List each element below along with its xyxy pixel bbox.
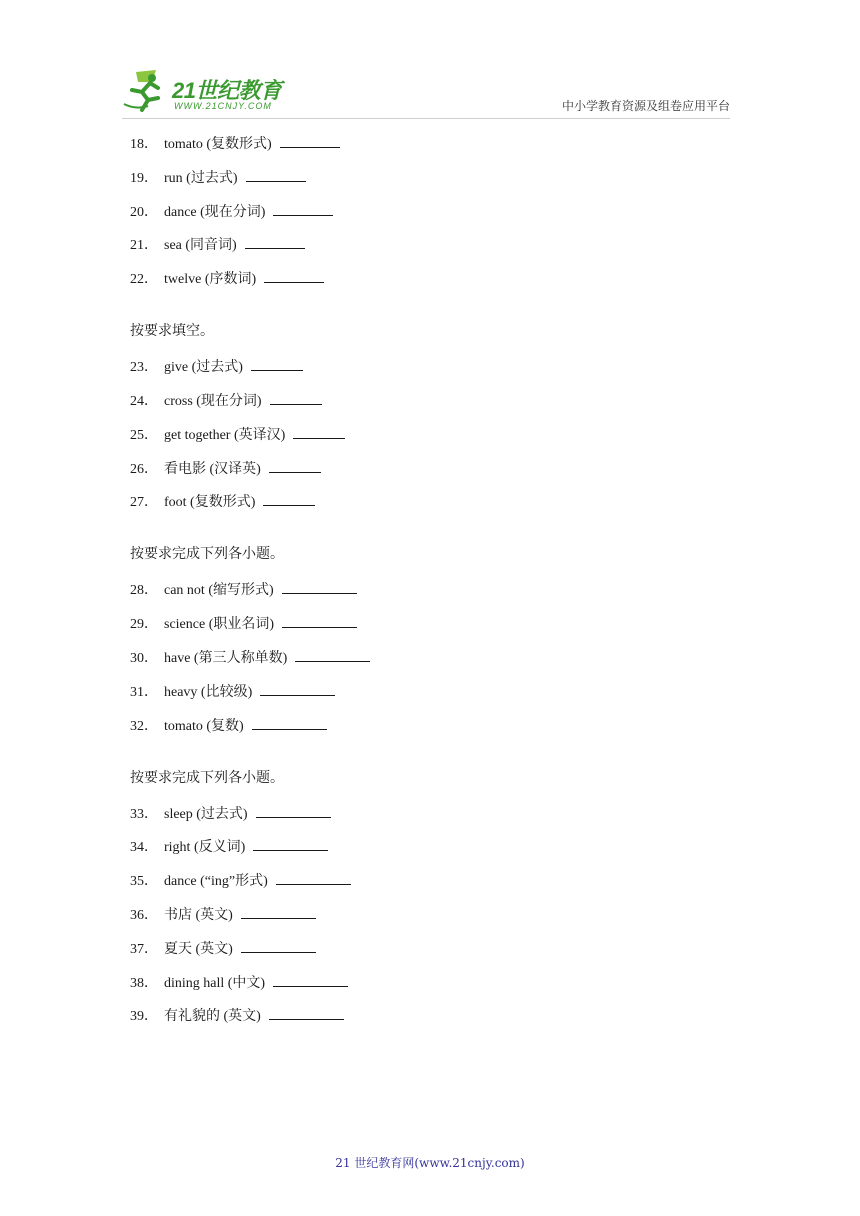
question-item xyxy=(130,356,730,376)
question-number: 25． xyxy=(130,427,158,443)
answer-blank[interactable] xyxy=(282,579,357,594)
exercise-section-1 xyxy=(130,133,730,288)
question-text: sleep (过去式) xyxy=(164,806,248,822)
question-text: foot (复数形式) xyxy=(164,495,256,511)
question-item xyxy=(130,390,730,410)
answer-blank[interactable] xyxy=(251,356,303,371)
question-text: 夏天 (英文) xyxy=(164,941,233,957)
exercise-section-4 xyxy=(130,769,730,1026)
answer-blank[interactable] xyxy=(241,904,316,919)
question-number: 19． xyxy=(130,170,158,186)
question-number: 21． xyxy=(130,238,158,254)
answer-blank[interactable] xyxy=(295,647,370,662)
question-item xyxy=(130,870,730,890)
answer-blank[interactable] xyxy=(269,1005,344,1020)
question-text: 书店 (英文) xyxy=(164,907,233,923)
question-item xyxy=(130,458,730,478)
question-item xyxy=(130,424,730,444)
running-figure-logo-icon xyxy=(122,70,174,114)
question-text: give (过去式) xyxy=(164,360,243,376)
question-text: sea (同音词) xyxy=(164,238,237,254)
question-number: 29． xyxy=(130,617,158,633)
answer-blank[interactable] xyxy=(264,268,324,283)
answer-blank[interactable] xyxy=(269,458,321,473)
question-text: can not (缩写形式) xyxy=(164,583,274,599)
question-number: 18． xyxy=(130,137,158,152)
question-number: 33． xyxy=(130,806,158,822)
question-item xyxy=(130,681,730,701)
question-text: dining hall (中文) xyxy=(164,975,266,991)
question-item xyxy=(130,1005,730,1025)
answer-blank[interactable] xyxy=(252,715,327,730)
answer-blank[interactable] xyxy=(241,938,316,953)
page-header xyxy=(0,0,860,125)
answer-blank[interactable] xyxy=(256,803,331,818)
question-text: right (反义词) xyxy=(164,840,246,856)
question-number: 34． xyxy=(130,840,158,856)
section-instruction: 按要求填空。 xyxy=(130,324,214,340)
question-number: 39． xyxy=(130,1009,158,1025)
question-item xyxy=(130,613,730,633)
question-text: 有礼貌的 (英文) xyxy=(164,1009,261,1025)
exercise-section-3 xyxy=(130,545,730,734)
question-item xyxy=(130,647,730,667)
question-item xyxy=(130,904,730,924)
answer-blank[interactable] xyxy=(280,133,340,148)
question-number: 22． xyxy=(130,272,158,288)
question-number: 36． xyxy=(130,907,158,923)
exercise-section-2 xyxy=(130,322,730,511)
question-text: science (职业名词) xyxy=(164,617,275,633)
answer-blank[interactable] xyxy=(273,201,333,216)
question-number: 27． xyxy=(130,495,158,511)
question-text: cross (现在分词) xyxy=(164,393,262,409)
header-divider xyxy=(122,118,730,119)
section-instruction: 按要求完成下列各小题。 xyxy=(130,547,284,563)
question-item xyxy=(130,268,730,288)
question-item xyxy=(130,491,730,511)
question-number: 23． xyxy=(130,360,158,376)
question-text: have (第三人称单数) xyxy=(164,650,288,666)
answer-blank[interactable] xyxy=(282,613,357,628)
question-item xyxy=(130,938,730,958)
question-item xyxy=(130,972,730,992)
question-number: 38． xyxy=(130,975,158,991)
question-item xyxy=(130,201,730,221)
answer-blank[interactable] xyxy=(293,424,345,439)
question-item xyxy=(130,234,730,254)
question-number: 20． xyxy=(130,204,158,220)
question-number: 30． xyxy=(130,650,158,666)
question-text: twelve (序数词) xyxy=(164,272,257,288)
answer-blank[interactable] xyxy=(276,870,351,885)
question-number: 24． xyxy=(130,393,158,409)
answer-blank[interactable] xyxy=(245,234,305,249)
site-logo[interactable] xyxy=(122,70,292,114)
question-item xyxy=(130,167,730,187)
question-item xyxy=(130,579,730,599)
question-text: get together (英译汉) xyxy=(164,427,286,443)
logo-url: WWW.21CNJY.COM xyxy=(174,101,272,111)
exercise-content xyxy=(130,133,730,1039)
question-item xyxy=(130,836,730,856)
section-instruction: 按要求完成下列各小题。 xyxy=(130,770,284,786)
question-item xyxy=(130,803,730,823)
answer-blank[interactable] xyxy=(246,167,306,182)
logo-text: 21世纪教育 xyxy=(172,78,282,103)
question-number: 35． xyxy=(130,874,158,890)
answer-blank[interactable] xyxy=(270,390,322,405)
question-number: 37． xyxy=(130,941,158,957)
question-item xyxy=(130,133,730,153)
question-text: tomato (复数) xyxy=(164,718,244,734)
question-number: 28． xyxy=(130,583,158,599)
question-text: 看电影 (汉译英) xyxy=(164,461,261,477)
question-text: run (过去式) xyxy=(164,170,238,186)
question-item xyxy=(130,715,730,735)
answer-blank[interactable] xyxy=(260,681,335,696)
answer-blank[interactable] xyxy=(273,972,348,987)
question-number: 26． xyxy=(130,461,158,477)
question-text: heavy (比较级) xyxy=(164,684,253,700)
question-number: 32． xyxy=(130,718,158,734)
question-text: dance (“ing”形式) xyxy=(164,874,268,890)
question-text: dance (现在分词) xyxy=(164,204,266,220)
question-number: 31． xyxy=(130,684,158,700)
answer-blank[interactable] xyxy=(253,836,328,851)
platform-title: 中小学教育资源及组卷应用平台 xyxy=(561,99,730,113)
page-footer[interactable]: 21 世纪教育网(www.21cnjy.com) xyxy=(335,1156,525,1170)
answer-blank[interactable] xyxy=(263,491,315,506)
question-text: tomato (复数形式) xyxy=(164,137,272,152)
